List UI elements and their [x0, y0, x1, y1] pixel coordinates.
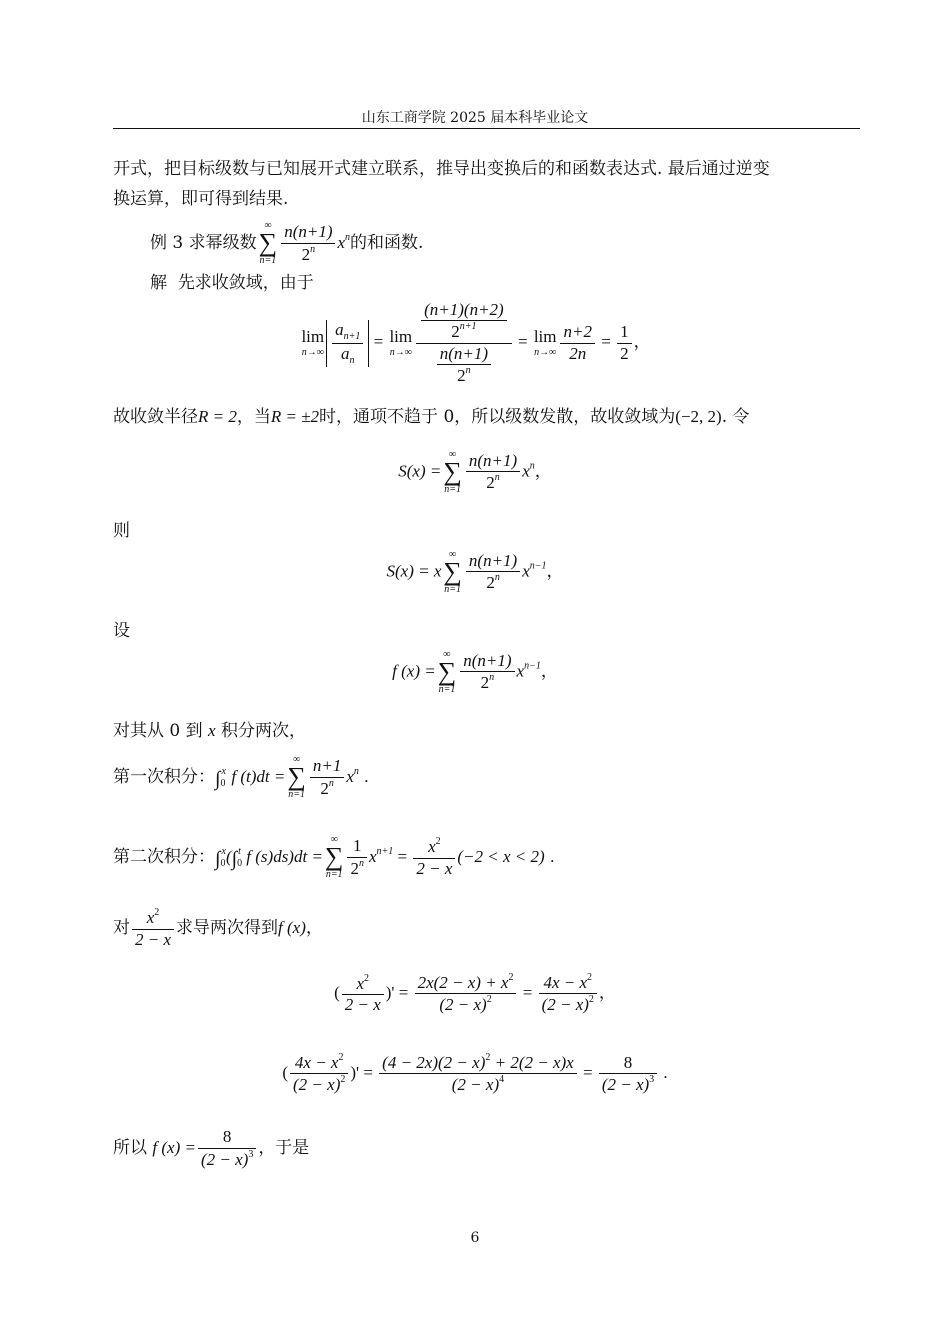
page-header: 山东工商学院 2025 届本科毕业论文: [361, 110, 589, 126]
sum-symbol: ∞ ∑ n=1: [258, 220, 278, 266]
ratio-limit-equation: lim n→∞ $\frac{a_{n+1}}{a_n}$ = lim n→∞ $\frac{\frac{(n+1)(n+2)}{2^{n+1}}}{\frac{n(n+1)}{2^n}}$ = lim n→∞ $\frac{n+2}{2n}$ = $\frac{1}{2}$ ，: [301, 300, 651, 386]
fx-definition: f (x) = ∞ ∑ n=1 $\frac{n(n+1)}{2^n}$ $x^{n-1}$，: [392, 649, 558, 695]
integrate-line: 对其从 0 到 x 积分两次，: [113, 721, 306, 741]
solution-label: 解: [150, 273, 167, 293]
page-number: 6: [470, 1230, 480, 1246]
compound-fraction: $\frac{\frac{(n+1)(n+2)}{2^{n+1}}}{\frac{n(n+1)}{2^n}}$: [416, 300, 512, 387]
radius-line: 故收敛半径R = 2，当R = ±2时，通项不趋于 0，所以级数发散，故收敛域为(−2, 2). 令: [113, 407, 750, 427]
header-rule: [113, 128, 860, 129]
example-tail: 的和函数.: [350, 233, 424, 253]
example-3: 例 3 求幂级数 ∞ ∑ n=1 $\frac{n(n+1)}{2^n}$ $x^n$的和函数.: [150, 220, 424, 266]
sx-factored: S(x) = x ∞ ∑ n=1 $\frac{n(n+1)}{2^n}$ $x^{n-1}$，: [386, 549, 564, 595]
first-derivative: ( $\frac{x^2}{2 - x}$ )' = $\frac{2x(2 - x) + x^2}{(2 - x)^2}$ = $\frac{4x - x^2}{(2 - x)^2}$ ，: [334, 972, 616, 1015]
example-label: 例 3: [150, 233, 184, 253]
derivative-line: 对 $\frac{x^2}{2 - x}$ 求导两次得到f (x)，: [113, 907, 323, 949]
limit: lim n→∞: [301, 327, 325, 359]
abs-value: $\frac{a_{n+1}}{a_n}$: [326, 320, 369, 367]
first-integration: 第一次积分：$\int_0^x$ f (t)dt = ∞ ∑ n=1 $\frac{n+1}{2^n}$ $x^n$ .: [113, 754, 369, 800]
fraction: $\frac{n(n+1)}{2^n}$: [281, 222, 335, 265]
example-lead: 求幂级数: [188, 233, 257, 253]
conclusion-line: 所以 f (x) = $\frac{8}{(2 - x)^3}$ ，于是: [113, 1127, 310, 1169]
let-label: 设: [113, 621, 130, 641]
solution-line: [150, 268, 314, 298]
then-label: 则: [113, 521, 130, 541]
second-derivative: ( $\frac{4x - x^2}{(2 - x)^2}$ )' = $\frac{(4 - 2x)(2 - x)^2 + 2(2 - x)x}{(2 - x)^4}$ = $\frac{8}{(2 - x)^3}$ .: [282, 1052, 668, 1095]
sx-definition: S(x) = ∞ ∑ n=1 $\frac{n(n+1)}{2^n}$ $x^n$，: [398, 449, 552, 495]
second-integration: 第二次积分：$\int_0^x(\int_0^t$ f (s)ds)dt = ∞ ∑ n=1 $\frac{1}{2^n}$ $x^{n+1}$ = $\frac{x^2}{2 - x}$ (−2 < x < 2) .: [113, 834, 555, 880]
solution-text: 先求收敛域，由于: [177, 273, 314, 293]
intro-line-2: 换运算，即可得到结果.: [113, 189, 289, 209]
intro-line-1: 开式，把目标级数与已知展开式建立联系，推导出变换后的和函数表达式. 最后通过逆变: [113, 159, 770, 179]
